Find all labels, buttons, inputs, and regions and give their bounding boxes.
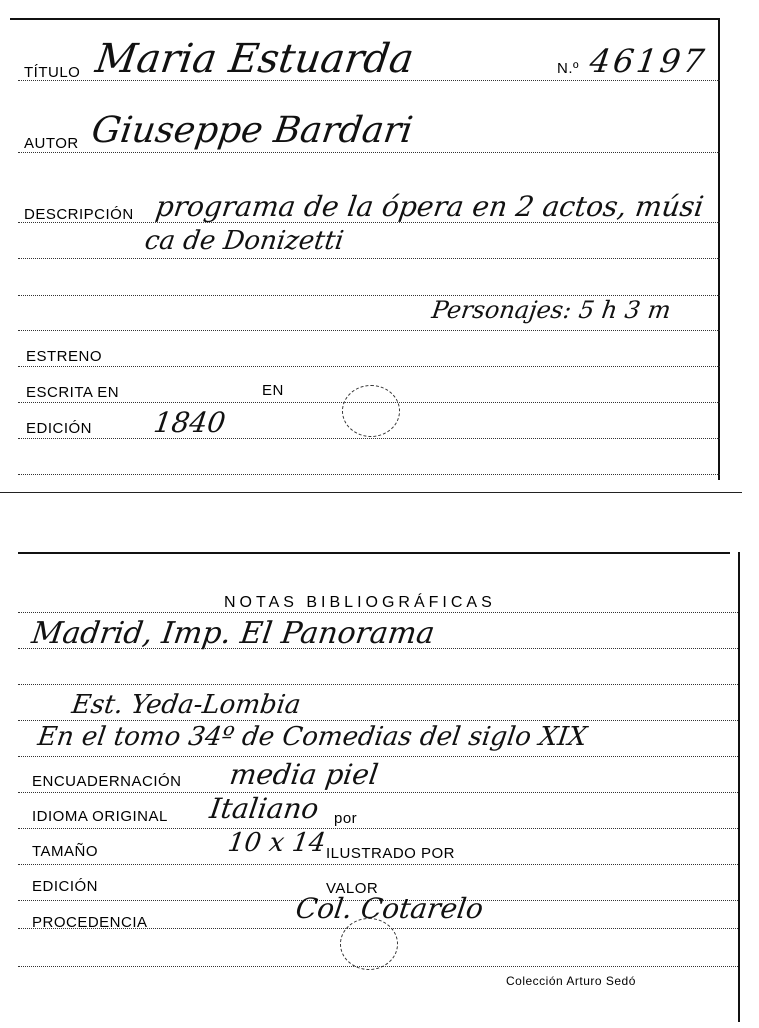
edicion-label-2: EDICIÓN [32, 878, 99, 895]
rule-line [18, 828, 738, 829]
card-right-border [718, 18, 720, 480]
binder-hole [340, 918, 398, 970]
rule-line [18, 612, 738, 613]
collection-credit: Colección Arturo Sedó [506, 974, 636, 988]
autor-label: AUTOR [24, 135, 79, 152]
por-label: por [334, 810, 358, 827]
procedencia-label: PROCEDENCIA [32, 914, 148, 931]
encuadernacion-value: media piel [227, 758, 381, 791]
rule-line [18, 258, 720, 259]
note-tomo: En el tomo 34º de Comedias del siglo XIX [35, 722, 589, 752]
encuadernacion-label: ENCUADERNACIÓN [32, 773, 182, 790]
card-right-border [738, 552, 740, 1022]
numero-label: N.º [557, 60, 579, 77]
rule-line [18, 864, 738, 865]
descripcion-line1: programa de la ópera en 2 actos, músi [153, 190, 706, 223]
estreno-label: ESTRENO [26, 348, 103, 365]
edicion-label: EDICIÓN [26, 420, 93, 437]
rule-line [18, 792, 738, 793]
note-estante: Est. Yeda-Lombia [69, 690, 303, 720]
rule-line [18, 152, 720, 153]
descripcion-label: DESCRIPCIÓN [24, 206, 134, 223]
autor-value: Giuseppe Bardari [89, 110, 416, 151]
rule-line [18, 438, 720, 439]
note-imprenta: Madrid, Imp. El Panorama [29, 616, 437, 651]
notas-title: NOTAS BIBLIOGRÁFICAS [224, 594, 496, 611]
titulo-value: Maria Estuarda [92, 36, 417, 82]
valor-label: VALOR [326, 880, 379, 897]
descripcion-line2: ca de Donizetti [142, 226, 346, 256]
card-top-border [10, 18, 718, 20]
catalog-card-front [0, 0, 759, 500]
rule-line [18, 366, 720, 367]
ilustrado-label: ILUSTRADO POR [326, 845, 456, 862]
rule-line [18, 330, 720, 331]
catalog-card-notes [0, 540, 759, 1028]
rule-line [18, 756, 738, 757]
escrita-en-label: ESCRITA EN [26, 384, 120, 401]
rule-line [18, 474, 720, 475]
edicion-value: 1840 [151, 406, 228, 439]
tamano-label: TAMAÑO [32, 843, 99, 860]
en-label: EN [262, 382, 284, 399]
idioma-value: Italiano [207, 792, 321, 825]
idioma-label: IDIOMA ORIGINAL [32, 808, 168, 825]
rule-line [18, 684, 738, 685]
tamano-value: 10 x 14 [225, 828, 328, 858]
card-separator [0, 492, 742, 493]
rule-line [18, 720, 738, 721]
personajes-note: Personajes: 5 h 3 m [430, 296, 673, 324]
binder-hole [342, 385, 400, 437]
titulo-label: TÍTULO [24, 64, 81, 81]
numero-value: 46197 [587, 42, 710, 80]
card-top-border [18, 552, 730, 554]
procedencia-value: Col. Cotarelo [293, 892, 486, 925]
